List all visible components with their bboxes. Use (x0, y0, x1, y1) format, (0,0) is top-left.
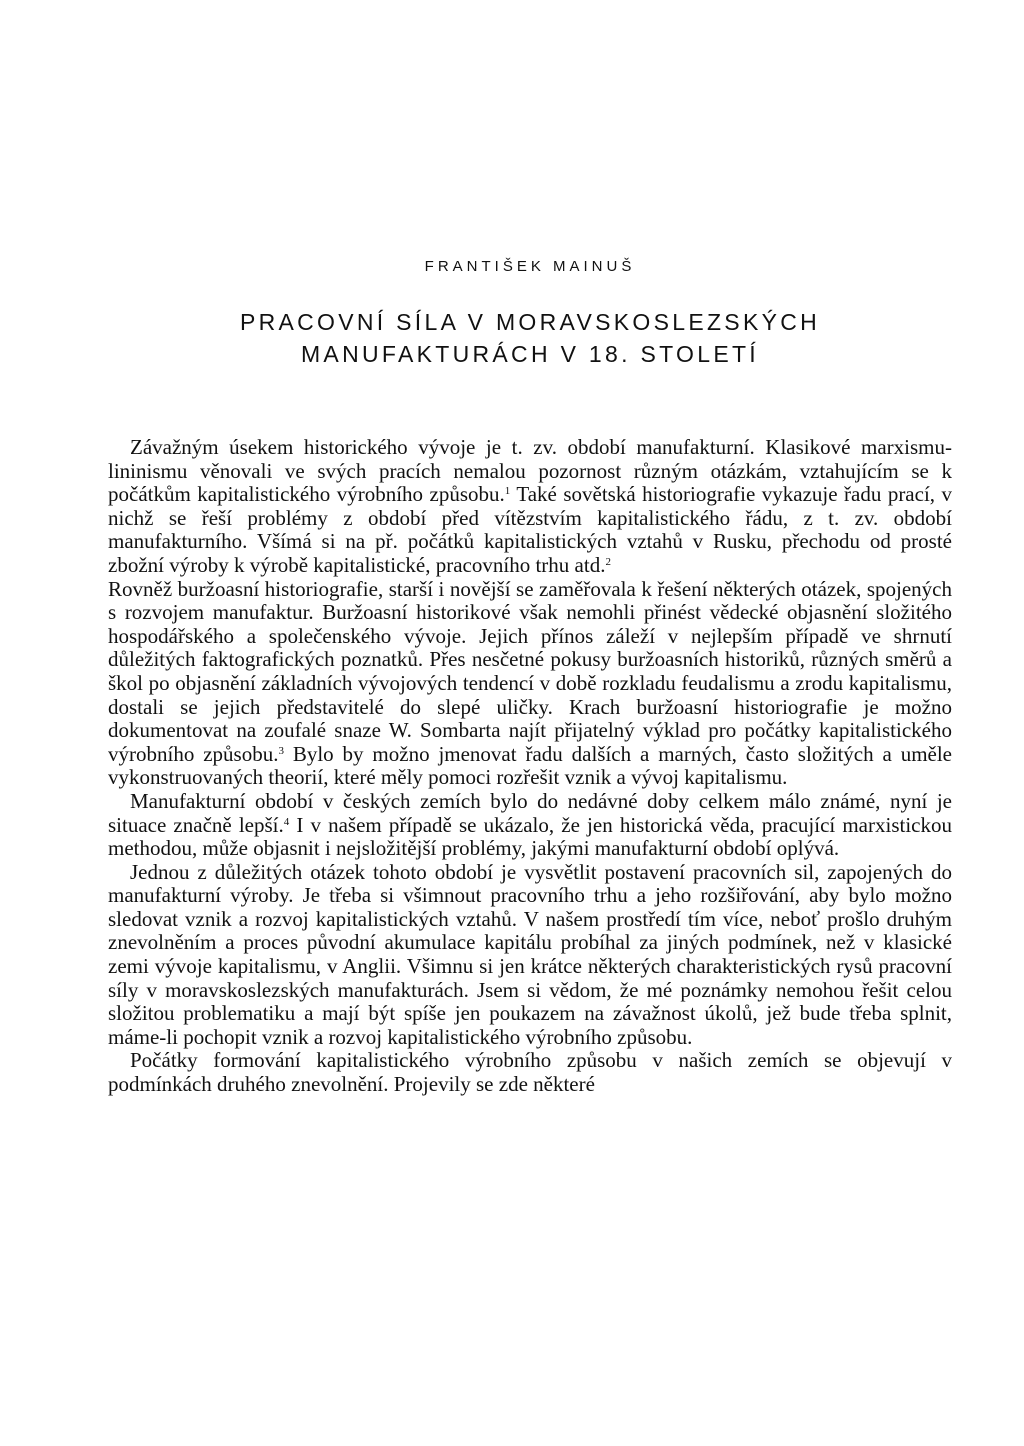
paragraph-3 (108, 790, 952, 861)
paragraph-2-text-a: Rovněž buržoasní historiografie, starší i novější se zaměřovala k řešení některých otázek, spojených s rozvojem manufaktur. Buržoasní historikové však nemohli přinést vědecké objasnění složitého hospodářského a společenského vývoje. Jejich přínos záleží v nejlepším případě ve shrnutí důležitých faktografických poznatků. Přes nesčetné pokusy buržoasních historiků, různých směrů a škol po objasnění základních vývojových tendencí v době rozkladu feudalismu a zrodu kapitalismu, dostali se jejich představitelé do slepé uličky. Krach buržoasní historiografie je možno dokumentovat na zoufalé snaze W. Sombarta najít přijatelný výklad pro počátky kapitalistického výrobního způsobu. (108, 576, 952, 766)
paragraph-5: Počátky formování kapitalistického výrobního způsobu v našich zemích se objevují v podmínkách druhého znevolnění. Projevily se zde některé (108, 1048, 952, 1097)
paragraph-1 (108, 436, 952, 578)
paragraph-3-text-a: Manufakturní období v českých zemích bylo do nedávné doby celkem málo známé, nyní je situace značně lepší. (108, 788, 952, 837)
paragraph-4: Jednou z důležitých otázek tohoto období je vysvětlit postavení pracovních sil, zapojených do manufakturní výroby. Je třeba si všimnout pracovního trhu a jeho rozšiřování, aby bylo možno sledovat vznik a rozvoj kapitalistických vztahů. V našem prostředí tím více, neboť prošlo druhým znevolněním a proces původní akumulace kapitálu probíhal za jiných podmínek, než v klasické zemi vývoje kapitalismu, v Anglii. Všimnu si jen krátce některých charakteristických rysů pracovní síly v moravskoslezských manufakturách. Jsem si vědom, že mé poznámky nemohou řešit celou složitou problematiku a mají být spíše jen poukazem na závažnost úkolů, jež bude třeba splnit, máme-li pochopit vznik a rozvoj kapitalistického výrobního způsobu. (108, 859, 952, 1049)
paragraph-1-text-b: Také sovětská historiografie vykazuje řadu prací, v nichž se řeší problémy z období před vítězstvím kapitalistického řádu, z t. zv. období manufakturního. Všímá si na př. počátků kapitalistických vztahů v Rusku, přechodu od prosté zbožní výroby k výrobě kapitalistické, pracovního trhu atd. (108, 482, 953, 577)
footnote-ref-2: 2 (605, 555, 611, 568)
footnote-ref-3: 3 (278, 744, 284, 757)
author-name: FRANTIŠEK MAINUŠ (424, 258, 636, 275)
document-page (108, 0, 952, 1446)
paragraph-1-text-a: Závažným úsekem historického vývoje je t. zv. období manufakturní. Klasikové marxismu-lininismu věnovali ve svých pracích nemalou pozornost různým otázkám, vztahujícím se k počátkům kapitalistického výrobního způsobu. (108, 435, 952, 507)
paragraph-2 (108, 578, 952, 790)
article-body (108, 436, 952, 1097)
paragraph-2-text-b: Bylo by možno jmenovat řadu dalších a marných, často složitých a uměle vykonstruovaných theorií, které měly pomoci rozřešit vznik a vývoj kapitalismu. (108, 741, 952, 790)
title-line-1: PRACOVNÍ SÍLA V MORAVSKOSLEZSKÝCH (239, 309, 821, 335)
footnote-ref-4: 4 (283, 815, 290, 828)
article-title (108, 306, 952, 370)
footnote-ref-1: 1 (504, 485, 511, 498)
title-line-2: MANUFAKTURÁCH V 18. STOLETÍ (300, 341, 760, 367)
paragraph-3-text-b: I v našem případě se ukázalo, že jen historická věda, pracující marxistickou methodou, může objasnit i nejsložitější problémy, jakými manufakturní období oplývá. (108, 812, 952, 861)
